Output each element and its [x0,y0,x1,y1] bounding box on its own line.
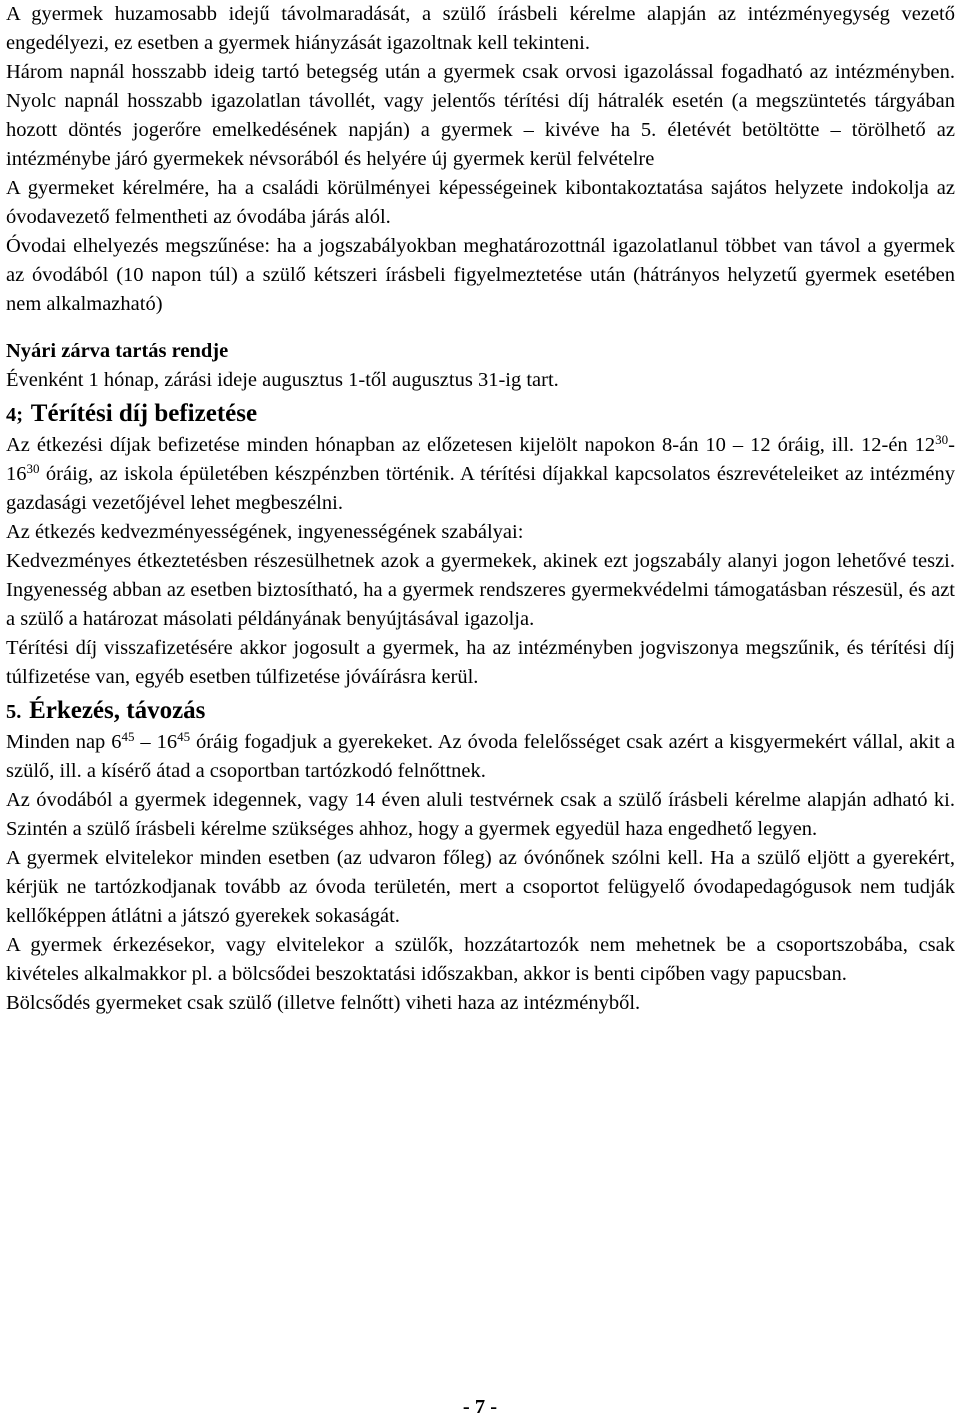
section-5-number: 5. [6,701,22,723]
paragraph-discount-eligibility: Kedvezményes étkeztetésben részesülhetnek azok a gyermekek, akinek ezt jogszabály alanyi jogon lehetővé teszi. Ingyenesség abban az esetben biztosítható, ha a gyermek rendszeres gyermekvédelmi támogatásban részesül, és azt a szülő a határozat másolati példányának benyújtásával igazolja. [6,550,955,630]
paragraph-nursery-pickup: Bölcsődés gyermeket csak szülő (illetve felnőtt) viheti haza az intézményből. [6,992,641,1014]
paragraph-pickup-notice: A gyermek elvitelekor minden esetben (az udvaron főleg) az óvónőnek szólni kell. Ha a szülő eljött a gyerekért, kérjük ne tartózkodjanak tovább az óvoda területén, mert a csoportot felügyelő óvodapedagógusok nem tudják kellőképpen átlátni a játszó gyerekek sokaságát. [6,847,955,927]
paragraph-illness-absence: Három napnál hosszabb ideig tartó betegség után a gyermek csak orvosi igazolással fogadható az intézményben. Nyolc napnál hosszabb igazolatlan távollét, vagy jelentős térítési díj hátralék esetén (a megszüntetés tárgyában hozott döntés jogerőre emelkedésének napján) a gyermek – kivéve ha 5. életévét betöltötte – törölhető az intézménybe járó gyermekek névsorából és helyére új gyermek kerül felvételre [6,61,955,170]
paragraph-group-room-access: A gyermek érkezésekor, vagy elvitelekor a szülők, hozzátartozók nem mehetnek be a csoportszobába, csak kivételes alkalmakkor pl. a bölcsődei beszoktatási időszakban, akkor is benti cipőben vagy papucsban. [6,934,955,985]
paragraph-termination: Óvodai elhelyezés megszűnése: ha a jogszabályokban meghatározottnál igazolatlanul többet van távol a gyermek az óvodából (10 napon túl) a szülő kétszeri írásbeli figyelmeztetése után (hátrányos helyzetű gyermek esetében nem alkalmazható) [6,235,955,315]
section-5-heading [6,692,955,728]
paragraph-discount-rules: Az étkezés kedvezményességének, ingyenességének szabályai: [6,521,524,543]
summer-closure-text: Évenként 1 hónap, zárási ideje augusztus 1-től augusztus 31-ig tart. [6,369,559,391]
paragraph-pickup-permission: Az óvodából a gyermek idegennek, vagy 14 éven aluli testvérnek csak a szülő írásbeli kérelme alapján adható ki. Szintén a szülő írásbeli kérelme szükséges ahhoz, hogy a gyermek egyedül haza engedhető legyen. [6,789,955,840]
paragraph-fee-refund: Térítési díj visszafizetésére akkor jogosult a gyermek, ha az intézményben jogviszonya megszűnik, és térítési díj túlfizetése van, egyéb esetben túlfizetése jóváírásra kerül. [6,637,955,688]
section-4-title: Térítési díj befizetése [30,400,258,427]
paragraph-opening-hours: Minden nap $6^{45} - 16^{45}$ óráig fogadjuk a gyerekeket. Az óvoda felelősséget csak azért a kisgyermekért vállal, akit a szülő, ill. a kísérő átad a csoportban tartózkodó felnőttnek. [6,729,955,782]
document-page [6,0,955,1018]
page-number: - 7 - [462,1396,498,1418]
paragraph-exemption: A gyermeket kérelmére, ha a családi körülményei képességeinek kibontakoztatása sajátos helyzete indokolja az óvodavezető felmentheti az óvodába járás alól. [6,177,955,228]
section-4-number: 4; [6,404,24,426]
paragraph-absence-permission: A gyermek huzamosabb idejű távolmaradását, a szülő írásbeli kérelme alapján az intézményegység vezető engedélyezi, ez esetben a gyermek hiányzását igazoltnak kell tekinteni. [6,3,955,54]
paragraph-fee-payment: Az étkezési díjak befizetése minden hónapban az előzetesen kijelölt napokon 8-án 10 – 12 óráig, ill. 12-én $12^{30}-16^{30}$ óráig, az iskola épületében készpénzben történik. A térítési díjakkal kapcsolatos észrevételeiket az intézmény gazdasági vezetőjével lehet megbeszélni. [6,432,955,514]
section-5-title: Érkezés, távozás [29,697,206,724]
summer-closure-heading: Nyári zárva tartás rendje [6,340,229,362]
section-4-heading [6,395,955,431]
